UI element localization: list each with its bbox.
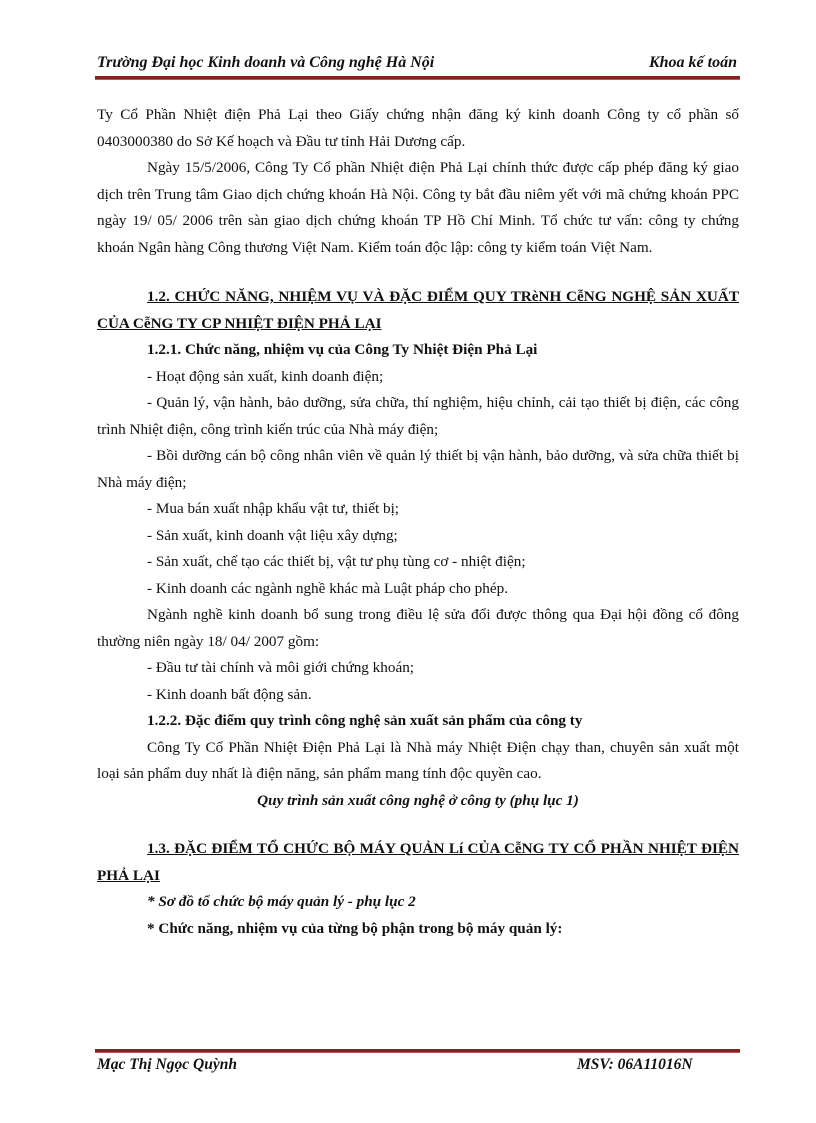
list-item: - Mua bán xuất nhập khẩu vật tư, thiết bị; xyxy=(147,500,400,517)
paragraph-registration: Ty Cổ Phần Nhiệt điện Phả Lại theo Giấy chứng nhận đăng ký kinh doanh Công ty cổ phần số 0403000380 do Sở Kế hoạch và Đầu tư tỉnh Hải Dương cấp. xyxy=(97,106,739,150)
header-department: Khoa kế toán xyxy=(648,54,737,71)
header-rule xyxy=(95,76,740,80)
subheading-1-2-2: 1.2.2. Đặc điểm quy trình công nghệ sản xuất sản phẩm của công ty xyxy=(147,712,583,729)
footer-rule xyxy=(95,1049,740,1053)
footer-author: Mạc Thị Ngọc Quỳnh xyxy=(97,1056,237,1073)
list-item: - Kinh doanh các ngành nghề khác mà Luật pháp cho phép. xyxy=(147,579,508,597)
header-school: Trường Đại học Kinh doanh và Công nghệ Hà Nội xyxy=(97,54,435,71)
page-footer xyxy=(97,1056,739,1078)
list-item: - Quản lý, vận hành, bảo dưỡng, sửa chữa, thí nghiệm, hiệu chỉnh, cải tạo thiết bị điện, các công trình Nhiệt điện, công trình kiến trúc của Nhà máy điện; xyxy=(97,394,739,438)
spacer xyxy=(97,814,739,836)
spacer xyxy=(97,261,739,284)
section-heading-1-3: 1.3. ĐẶC ĐIỂM TỔ CHỨC BỘ MÁY QUẢN Lí CỦA CễNG TY CỔ PHẦN NHIỆT ĐIỆN PHẢ LẠI xyxy=(97,840,739,884)
subheading-1-2-1: 1.2.1. Chức năng, nhiệm vụ của Công Ty Nhiệt Điện Phả Lại xyxy=(147,341,538,358)
section-heading-1-2: 1.2. CHỨC NĂNG, NHIỆM VỤ VÀ ĐẶC ĐIỂM QUY TRèNH CễNG NGHỆ SẢN XUẤT CỦA CễNG TY CP NHIỆT ĐIỆN PHẢ LẠI xyxy=(97,288,739,332)
footer-student-id: MSV: 06A11016N xyxy=(577,1056,693,1073)
list-item: - Hoạt động sản xuất, kinh doanh điện; xyxy=(147,367,384,385)
process-caption: Quy trình sản xuất công nghệ ở công ty (phụ lục 1) xyxy=(257,791,579,809)
paragraph-supplement: Ngành nghề kinh doanh bổ sung trong điều lệ sửa đổi được thông qua Đại hội đồng cổ đông thường niên ngày 18/ 04/ 2007 gồm: xyxy=(97,606,739,650)
list-item: - Bồi dưỡng cán bộ công nhân viên về quản lý thiết bị vận hành, bảo dưỡng, và sửa chữa thiết bị Nhà máy điện; xyxy=(97,447,739,491)
list-item: - Kinh doanh bất động sản. xyxy=(147,685,312,703)
org-chart-note: * Sơ đồ tổ chức bộ máy quản lý - phụ lục 2 xyxy=(147,893,416,910)
document-body xyxy=(97,102,739,942)
paragraph-listing: Ngày 15/5/2006, Công Ty Cổ phần Nhiệt điện Phả Lại chính thức được cấp phép đăng ký giao dịch trên Trung tâm Giao dịch chứng khoán Hà Nội. Công ty bắt đầu niêm yết với mã chứng khoán PPC ngày 19/ 05/ 2006 trên sàn giao dịch chứng khoán TP Hồ Chí Minh. Tổ chức tư vấn: công ty chứng khoán Ngân hàng Công thương Việt Nam. Kiểm toán độc lập: công ty kiểm toán Việt Nam. xyxy=(97,159,739,256)
list-item: - Sản xuất, chế tạo các thiết bị, vật tư phụ tùng cơ - nhiệt điện; xyxy=(147,553,526,570)
list-item: - Sản xuất, kinh doanh vật liệu xây dựng; xyxy=(147,526,398,544)
functions-note: * Chức năng, nhiệm vụ của từng bộ phận trong bộ máy quản lý: xyxy=(147,919,563,937)
paragraph-production: Công Ty Cổ Phần Nhiệt Điện Phả Lại là Nhà máy Nhiệt Điện chạy than, chuyên sản xuất một loại sản phẩm duy nhất là điện năng, sản phẩm mang tính độc quyền cao. xyxy=(97,738,739,782)
list-item: - Đầu tư tài chính và môi giới chứng khoán; xyxy=(147,659,415,676)
page-header xyxy=(97,54,739,76)
